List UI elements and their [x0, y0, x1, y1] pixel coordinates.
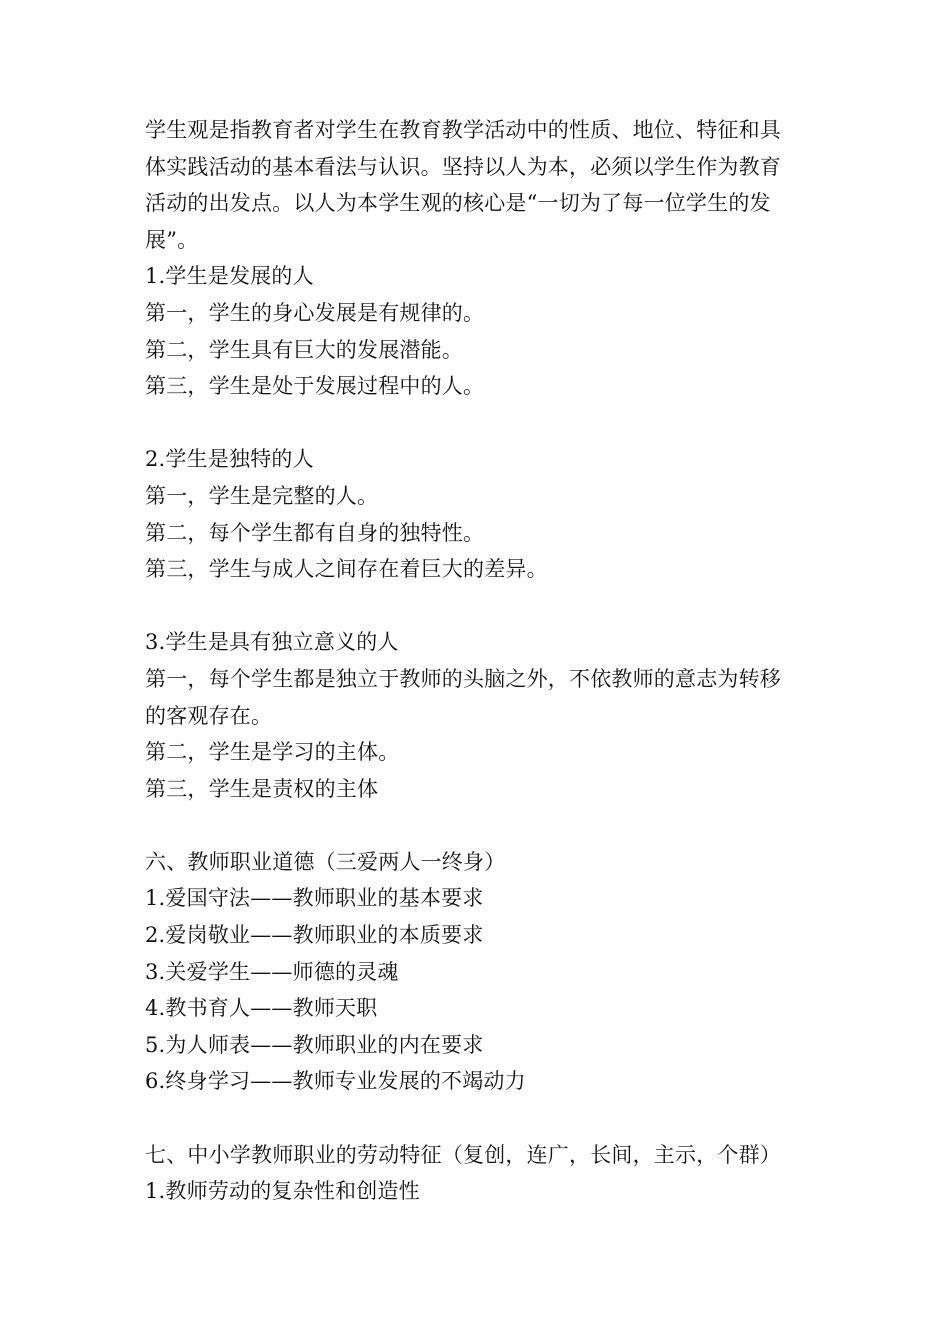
list-item: 第三，学生是责权的主体 — [145, 776, 379, 801]
list-item: 1.教师劳动的复杂性和创造性 — [145, 1179, 420, 1204]
list-item: 第二，学生是学习的主体。 — [145, 740, 400, 765]
section-heading: 2.学生是独特的人 — [145, 447, 314, 472]
list-item: 6.终身学习——教师专业发展的不竭动力 — [145, 1069, 526, 1094]
list-item: 第二，每个学生都有自身的独特性。 — [145, 520, 485, 545]
list-item: 5.为人师表——教师职业的内在要求 — [145, 1032, 484, 1057]
list-item: 第一，每个学生都是独立于教师的头脑之外，不依教师的意志为转移 — [145, 666, 781, 691]
list-item: 第一，学生是完整的人。 — [145, 483, 379, 508]
blank-line — [145, 405, 815, 442]
list-item: 3.关爱学生——师德的灵魂 — [145, 959, 399, 984]
intro-line: 学生观是指教育者对学生在教育教学活动中的性质、地位、特征和具 — [145, 118, 781, 142]
list-item: 1.爱国守法——教师职业的基本要求 — [145, 886, 484, 911]
intro-line: 体实践活动的基本看法与认识。坚持以人为本，必须以学生作为教育 — [145, 154, 781, 179]
list-item: 第二，学生具有巨大的发展潜能。 — [145, 337, 463, 362]
blank-line — [145, 1100, 815, 1137]
blank-line — [145, 807, 815, 844]
intro-line: 活动的出发点。以人为本学生观的核心是“一切为了每一位学生的发 — [145, 191, 771, 216]
blank-line — [145, 588, 815, 625]
intro-line: 展”。 — [145, 227, 199, 252]
list-item: 的客观存在。 — [145, 703, 273, 728]
list-item: 第三，学生与成人之间存在着巨大的差异。 — [145, 557, 548, 582]
document-page — [145, 112, 815, 1210]
section-heading: 1.学生是发展的人 — [145, 264, 314, 289]
list-item: 第一，学生的身心发展是有规律的。 — [145, 300, 485, 325]
list-item: 4.教书育人——教师天职 — [145, 996, 378, 1021]
section-heading: 3.学生是具有独立意义的人 — [145, 630, 399, 655]
list-item: 第三，学生是处于发展过程中的人。 — [145, 374, 485, 399]
list-item: 2.爱岗敬业——教师职业的本质要求 — [145, 923, 484, 948]
chapter-heading: 六、教师职业道德（三爱两人一终身） — [145, 849, 506, 874]
chapter-heading: 七、中小学教师职业的劳动特征（复创，连广，长间，主示，个群） — [145, 1142, 781, 1167]
